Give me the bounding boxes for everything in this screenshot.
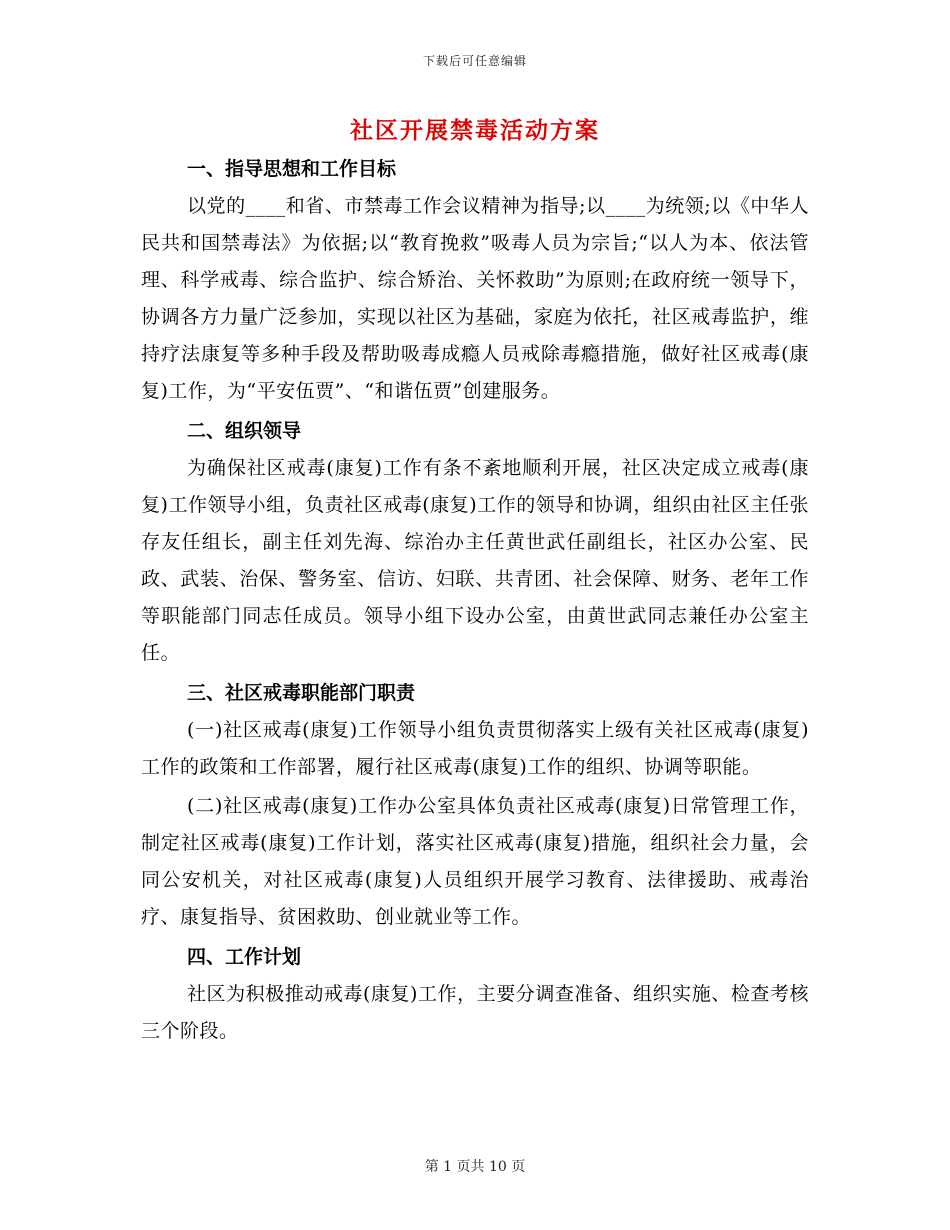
paragraph: (二)社区戒毒(康复)工作办公室具体负责社区戒毒(康复)日常管理工作，制定社区戒毒(康复)工作计划，落实社区戒毒(康复)措施，组织社会力量，会同公安机关，对社区戒毒(康复)人员组织开展学习教育、法律援助、戒毒治疗、康复指导、贫困救助、创业就业等工作。 [141,795,809,928]
page-header: 下载后可任意编辑 [422,54,527,68]
section-heading: 四、工作计划 [187,946,302,968]
section-3 [141,674,809,936]
section-heading: 三、社区戒毒职能部门职责 [187,682,416,704]
document-body [141,150,809,1052]
page-footer: 第 1 页共 10 页 [424,1159,526,1175]
paragraph: 为确保社区戒毒(康复)工作有条不紊地顺利开展，社区决定成立戒毒(康复)工作领导小组，负责社区戒毒(康复)工作的领导和协调，组织由社区主任张存友任组长，副主任刘先海、综治办主任黄世武任副组长，社区办公室、民政、武装、治保、警务室、信访、妇联、共青团、社会保障、财务、老年工作等职能部门同志任成员。领导小组下设办公室，由黄世武同志兼任办公室主任。 [141,457,809,664]
paragraph: (一)社区戒毒(康复)工作领导小组负责贯彻落实上级有关社区戒毒(康复)工作的政策和工作部署，履行社区戒毒(康复)工作的组织、协调等职能。 [141,719,809,778]
paragraph: 社区为积极推动戒毒(康复)工作，主要分调查准备、组织实施、检查考核三个阶段。 [141,983,809,1042]
section-4 [141,938,809,1050]
section-heading: 二、组织领导 [187,420,302,442]
section-2 [141,412,809,672]
section-heading: 一、指导思想和工作目标 [187,158,397,180]
paragraph: 以党的____和省、市禁毒工作会议精神为指导;以____为统领;以《中华人民共和国禁毒法》为依据;以“教育挽救”吸毒人员为宗旨;“以人为本、依法管理、科学戒毒、综合监护、综合矫治、关怀救助”为原则;在政府统一领导下，协调各方力量广泛参加，实现以社区为基础，家庭为依托，社区戒毒监护，维持疗法康复等多种手段及帮助吸毒成瘾人员戒除毒瘾措施，做好社区戒毒(康复)工作，为“平安伍贾”、“和谐伍贾”创建服务。 [141,195,809,402]
document-title: 社区开展禁毒活动方案 [350,117,600,144]
section-1 [141,150,809,410]
